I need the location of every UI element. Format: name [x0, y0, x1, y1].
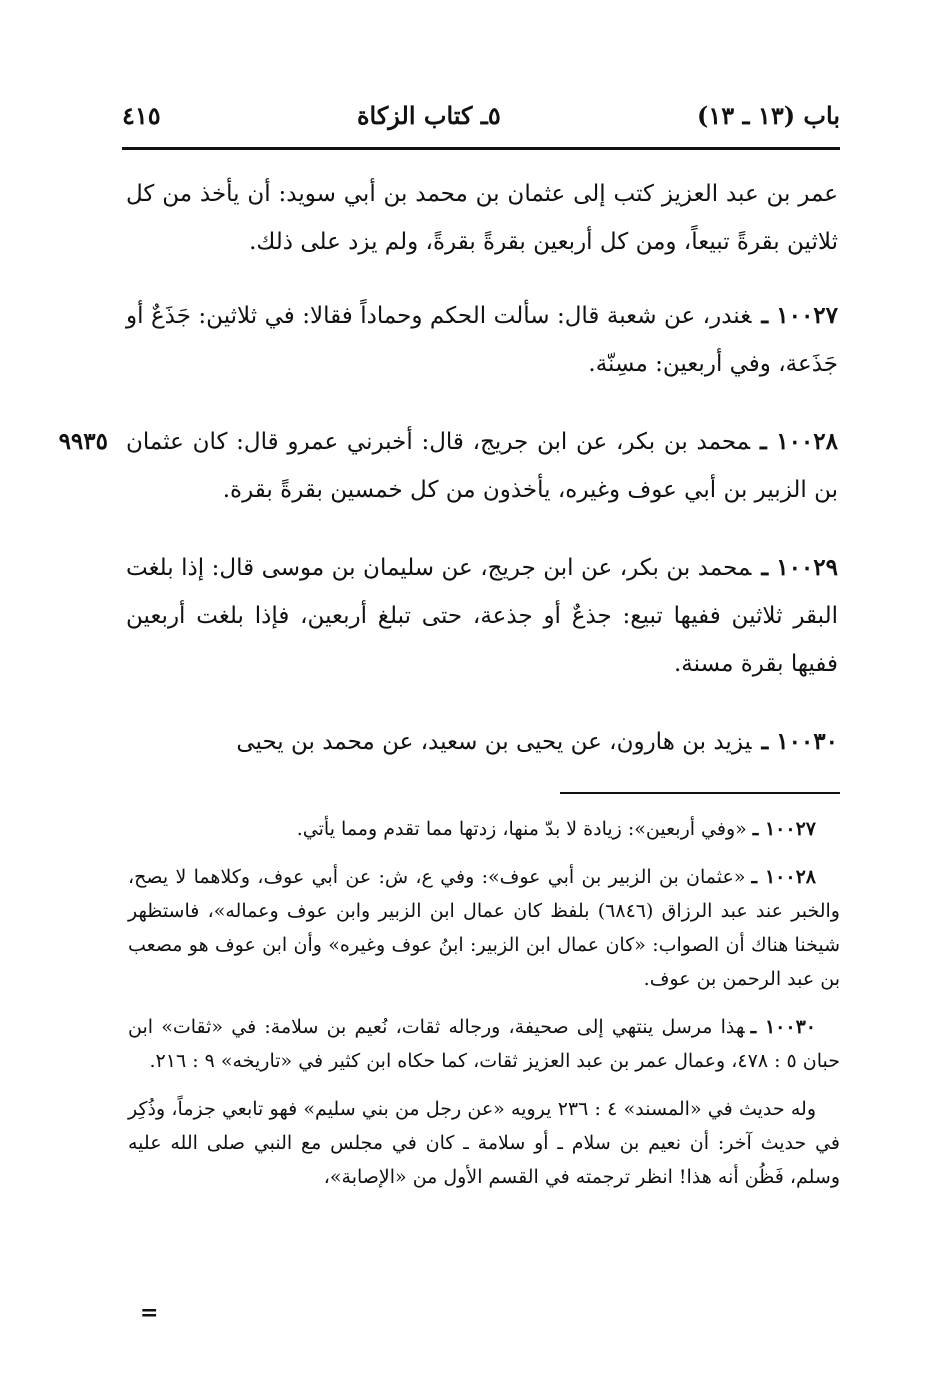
hadith-number: ١٠٠٢٩ ـ [761, 554, 838, 581]
hadith-number: ١٠٠٢٨ ـ [760, 428, 838, 455]
margin-reference-number: ٩٩٣٥ [58, 428, 108, 455]
hadith-entry [58, 418, 838, 514]
footnote [128, 860, 840, 996]
section-title: باب (١٣ ـ ١٣) [697, 100, 840, 130]
footnote-number: ١٠٠٢٨ ـ [751, 866, 816, 888]
hadith-text: محمد بن بكر، عن ابن جريج، عن سليمان بن موسى قال: إذا بلغت البقر ثلاثين ففيها تبيع: جذعٌ أو جذعة، حتى تبلغ أربعين، فإذا بلغت أربعين ففيها بقرة مسنة. [126, 555, 838, 677]
footnote-text: «وفي أربعين»: زيادة لا بدّ منها، زدتها مما تقدم ومما يأتي. [296, 818, 747, 840]
footnote-text: «عثمان بن الزبير بن أبي عوف»: وفي ع، ش: عن أبي عوف، وكلاهما لا يصح، والخبر عند عبد الرزاق (٦٨٤٦) بلفظ كان عمال ابن الزبير وابن عوف وعماله»، فاستظهر شيخنا هناك أن الصواب: «كان عمال ابن الزبير: ابنُ عوف وغيره» وأن ابن عوف هو مصعب بن عبد الرحمن بن عوف. [128, 866, 840, 990]
footnote [128, 1010, 840, 1078]
hadith-text: غندر، عن شعبة قال: سألت الحكم وحماداً فقالا: في ثلاثين: جَذَعٌ أو جَذَعة، وفي أربعين: مسِنّة. [126, 303, 838, 377]
intro-paragraph: عمر بن عبد العزيز كتب إلى عثمان بن محمد بن أبي سويد: أن يأخذ من كل ثلاثين بقرةً تبيعاً، ومن كل أربعين بقرةً بقرةً، ولم يزد على ذلك. [126, 181, 838, 255]
page-number: ٤١٥ [122, 100, 161, 130]
footnote-number: ١٠٠٢٧ ـ [752, 818, 816, 840]
footnote-rule [560, 792, 840, 794]
footnote-text: هذا مرسل ينتهي إلى صحيفة، ورجاله ثقات، نُعيم بن سلامة: في «ثقات» ابن حبان ٥ : ٤٧٨، وعمال عمر بن عبد العزيز ثقات، كما حكاه ابن كثير في «تاريخه» ٩ : ٢١٦. [128, 1016, 840, 1072]
footnote-number: ١٠٠٣٠ ـ [750, 1016, 816, 1038]
hadith-text: يزيد بن هارون، عن يحيى بن سعيد، عن محمد بن يحيى [236, 729, 752, 755]
hadith-entry [126, 544, 838, 688]
hadith-number: ١٠٠٢٧ ـ [761, 302, 839, 329]
footnotes [128, 812, 840, 1208]
page-header [122, 92, 840, 138]
footnote-continuation: وله حديث في «المسند» ٤ : ٢٣٦ يرويه «عن رجل من بني سليم» فهو تابعي جزماً، وذُكِر في حديث آخر: أن نعيم بن سلام ـ أو سلامة ـ كان في مجلس مع النبي صلى الله عليه وسلم، فَظُن أنه هذا! انظر ترجمته في القسم الأول من «الإصابة»، [128, 1098, 840, 1188]
footnote [128, 812, 840, 846]
main-text [58, 170, 839, 796]
hadith-entry [126, 718, 838, 766]
hadith-number: ١٠٠٣٠ ـ [761, 728, 838, 755]
book-title: ٥ـ كتاب الزكاة [356, 100, 501, 130]
hadith-text: محمد بن بكر، عن ابن جريج، قال: أخبرني عمرو قال: كان عثمان بن الزبير بن أبي عوف وغيره، يأخذون من كل خمسين بقرةً بقرة. [126, 429, 838, 503]
header-rule [122, 147, 840, 150]
hadith-entry [126, 292, 838, 388]
continuation-mark: = [140, 1300, 159, 1326]
